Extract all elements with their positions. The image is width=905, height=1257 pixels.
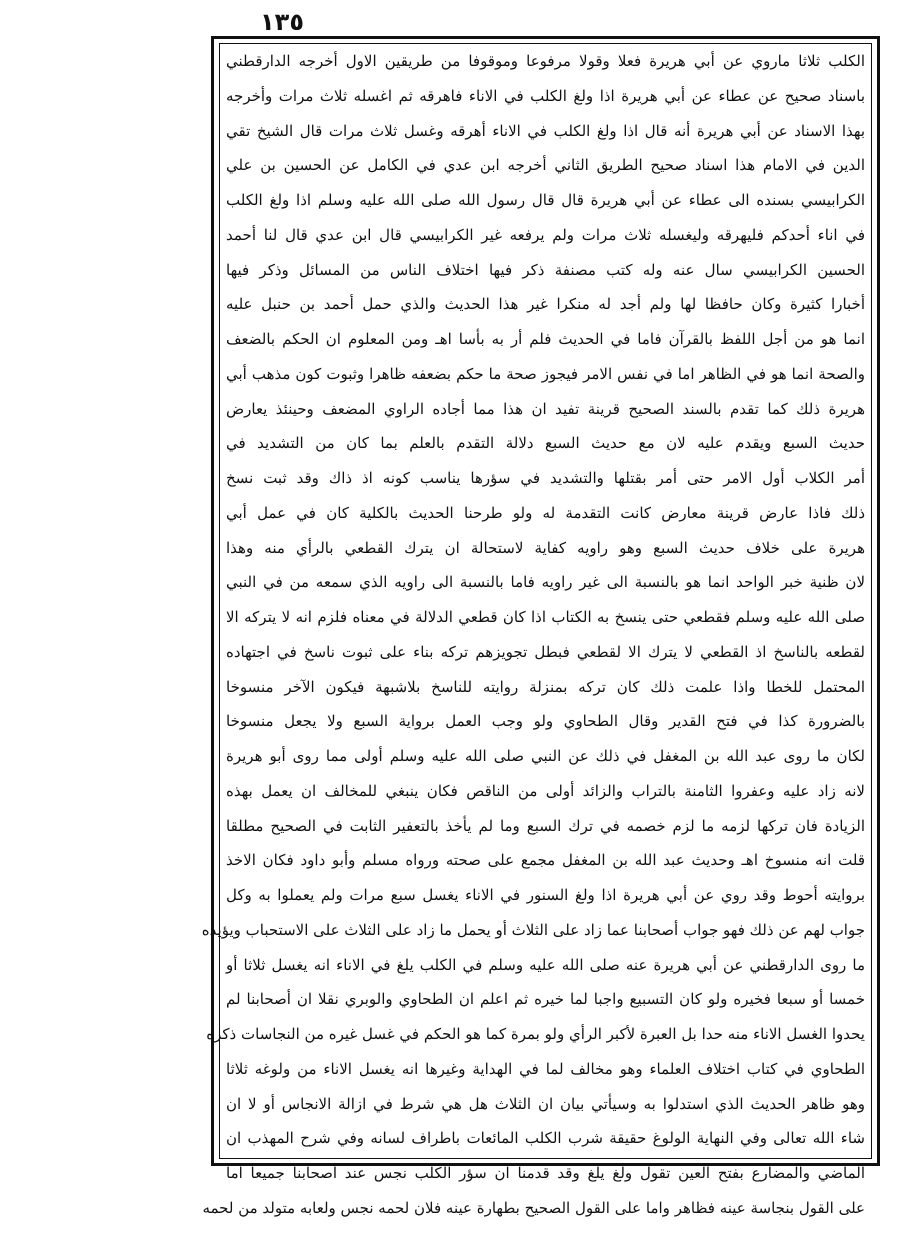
text-line: المحتمل للخطا واذا علمت ذلك كان تركه بمنزلة روايته للناسخ بلاشبهة فيكون الآخر منسوخا	[226, 677, 865, 696]
text-line: شاء الله تعالى وفي النهاية الولوغ حقيقة شرب الكلب المائعات باطراف لسانه وفي شرح المهذب ان	[226, 1129, 865, 1148]
text-line: قلت انه منسوخ اهـ وحديث عبد الله بن المغفل مجمع على صحته ورواه مسلم وأبو داود فكان الاخذ	[226, 851, 865, 870]
text-line: أخبارا كثيرة وكان حافظا لها ولم أجد له منكرا غير هذا الحديث والذي حمل أحمد بن حنبل عليه	[226, 295, 865, 314]
text-line: الدين في الامام هذا اسناد صحيح الطريق الثاني أخرجه ابن عدي في الكامل عن الحسين بن علي	[226, 156, 865, 175]
text-line: أمر الكلاب أول الامر حتى أمر بقتلها والتشديد في سؤرها يناسب كونه اذ ذاك وقد ثبت نسخ	[226, 469, 865, 487]
text-line: خمسا أو سبعا فخيره ولو كان التسبيع واجبا لما خيره ثم اعلم ان الطحاوي والوبري نقلا ان أصحابنا لم	[226, 990, 865, 1009]
text-line: الماضي والمضارع بفتح العين تقول ولغ يلغ وقد قدمنا ان سؤر الكلب نجس عند أصحابنا جميعا اما	[226, 1164, 865, 1182]
text-body	[201, 44, 865, 1217]
text-line: الكرابيسي بسنده الى عطاء عن أبي هريرة قال قال رسول الله صلى الله عليه وسلم اذا ولغ الكلب	[226, 191, 865, 209]
text-line: الطحاوي في كتاب اختلاف العلماء وهو مخالف لما في الهداية وغيرها انه يغسل الاناء من ولوغه ثلاثا	[226, 1059, 865, 1078]
text-line: لانه زاد عليه وعفروا الثامنة بالتراب والزائد أولى من الناقص فكان ينبغي للمخالف ان يعمل بهذه	[226, 781, 865, 800]
text-line: ما روى الدارقطني عن أبي هريرة عنه صلى الله عليه وسلم في الكلب يلغ في الاناء انه يغسل ثلاثا أو	[226, 955, 865, 974]
text-line: على القول بنجاسة عينه فظاهر واما على القول الصحيح بطهارة عينه فلان لحمه نجس ولعابه متولد من لحمه	[202, 1198, 865, 1217]
text-line: يحدوا الغسل الاناء منه حدا بل العبرة لأكبر الرأي ولو بمرة كما هو الحكم في غسل غيره من النجاسات ذكره	[206, 1025, 865, 1043]
text-line: لكان ما روى عبد الله بن المغفل في ذلك عن النبي صلى الله عليه وسلم أولى مما روى أبو هريرة	[226, 747, 865, 765]
text-line: الحسين الكرابيسي سال عنه وله كتب مصنفة ذكر فيها اختلاف الناس من المسائل وذكر فيها	[226, 260, 865, 279]
text-line: لان ظنية خبر الواحد انما هو بالنسبة الى غير راويه فاما بالنسبة الى راويه الذي سمعه من في النبي	[226, 573, 865, 592]
page-number: ١٣٥	[260, 8, 304, 36]
text-line: الزيادة فان تركها لزمه ما لزم خصمه في ترك السبع وما لم يأخذ بالتعفير الثابت في الصحيح مطلقا	[226, 816, 865, 835]
text-line: بروايته أحوط وقد روي عن أبي هريرة اذا ولغ السنور في الاناء يغسل سبع مرات ولم يعملوا به وكل	[226, 886, 865, 904]
text-line: جواب لهم عن ذلك فهو جواب أصحابنا عما زاد على الثلاث أو يحمل ما زاد على الثلاث على الاستحباب ويؤيده	[201, 920, 865, 939]
text-line: انما هو من أجل اللفظ بالقرآن فاما في الحديث فلم أر به بأسا اهـ ومن المعلوم ان الحكم بالضعف	[226, 330, 865, 348]
text-line: ذلك فاذا عارض قرينة معارض كانت التقدمة له ولو طرحنا الحديث بالكلية كان في عمل أبي	[226, 503, 865, 522]
text-line: صلى الله عليه وسلم فقطعي حتى ينسخ به الكتاب اذا كان قطعي الدلالة في معناه فلزم انه لا يتركه الا	[226, 608, 865, 626]
text-line: والصحة انما هو في الظاهر اما في نفس الامر فيجوز صحة ما حكم بضعفه ظاهرا وثبوت كون مذهب أبي	[226, 364, 865, 383]
text-line: بالضرورة كذا في فتح القدير وقال الطحاوي ولو وجب العمل برواية السبع ولا يجعل منسوخا	[226, 712, 865, 731]
text-line: هريرة ذلك كما تقدم بالسند الصحيح قرينة تفيد ان هذا مما أجاده الراوي المضعف وحينئذ يعارض	[226, 399, 865, 418]
text-line: بهذا الاسناد عن أبي هريرة أنه قال اذا ولغ الكلب في الاناء أهرقه وغسل ثلاث مرات قال الشيخ تقي	[226, 121, 865, 140]
text-line: الكلب ثلاثا ماروي عن أبي هريرة فعلا وقولا مرفوعا وموقوفا من طريقين الاول أخرجه الدارقطني	[226, 52, 865, 70]
text-line: هريرة على خلاف حديث السبع وهو راويه كفاية لاستحالة ان يترك القطعي بالرأي منه وهذا	[226, 538, 865, 557]
text-line: وهو ظاهر الحديث الذي استدلوا به وسيأتي بيان ان الثلاث هل هي شرط في ازالة الانجاس أو لا ان	[226, 1094, 865, 1113]
text-line: في اناء أحدكم فليهرقه وليغسله ثلاث مرات ولم يرفعه غير الكرابيسي قال ابن عدي قال لنا أحمد	[226, 225, 865, 244]
text-line: لقطعه بالناسخ اذ القطعي لا يترك الا لقطعي فبطل تجويزهم تركه بناء على ثبوت ناسخ في اجتهاده	[226, 642, 865, 661]
text-line: باسناد صحيح عن عطاء عن أبي هريرة اذا ولغ الكلب في الاناء فاهرقه ثم اغسله ثلاث مرات وأخرجه	[226, 86, 865, 105]
text-line: حديث السبع ويقدم عليه لان مع حديث السبع دلالة التقدم بالعلم بما كان من التشديد في	[226, 434, 865, 453]
